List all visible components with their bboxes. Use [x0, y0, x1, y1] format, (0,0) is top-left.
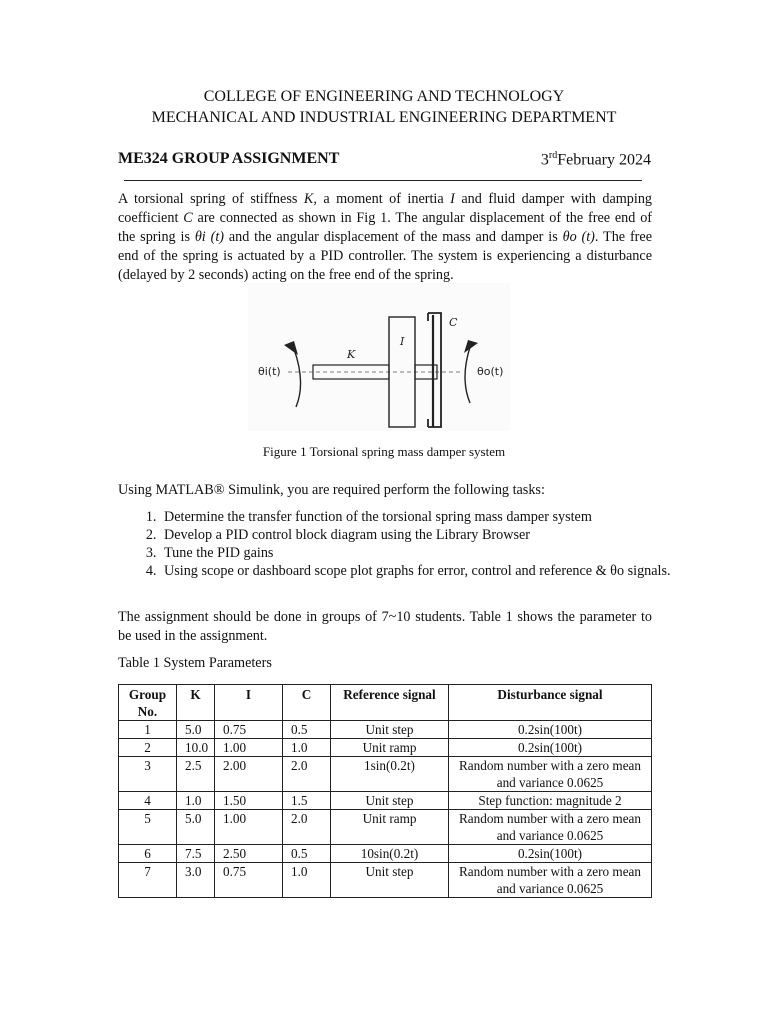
cell: 1.0 — [283, 863, 331, 898]
torsional-system-figure — [248, 283, 510, 431]
groups-note: The assignment should be done in groups of 7~10 students. Table 1 shows the parameter to be used in the assignment. — [118, 609, 652, 644]
intro-paragraph: A torsional spring of stiffness K, a moment of inertia I and fluid damper with damping coefficient C are connected as shown in Fig 1. The angular displacement of the free end of the spring is θi (t) and the angular displacement of the mass and damper is θo (t). The free end of the spring is actuated by a PID controller. The system is experiencing a disturbance (delayed by 2 seconds) acting on the free end of the spring. — [118, 191, 653, 283]
cell: 2.5 — [177, 757, 215, 792]
assignment-date: 3rdFebruary 2024 — [540, 150, 651, 169]
cell: Random number with a zero mean and variance 0.0625 — [449, 863, 652, 898]
cell: 0.2sin(100t) — [449, 739, 652, 757]
figure-caption: Figure 1 Torsional spring mass damper system — [262, 444, 506, 459]
cell: 1 — [119, 721, 177, 739]
course-title: ME324 GROUP ASSIGNMENT — [118, 150, 340, 167]
cell: 3.0 — [177, 863, 215, 898]
header-i: I — [215, 685, 283, 721]
label-c: C — [449, 316, 458, 329]
table-row — [119, 721, 652, 739]
cell: 2.50 — [215, 845, 283, 863]
cell: 1.0 — [283, 739, 331, 757]
cell: 2.00 — [215, 757, 283, 792]
cell: 1.50 — [215, 792, 283, 810]
cell: 1.0 — [177, 792, 215, 810]
cell: 0.5 — [283, 845, 331, 863]
header-disturbance: Disturbance signal — [449, 685, 652, 721]
cell: 0.75 — [215, 863, 283, 898]
table-title: Table 1 System Parameters — [118, 655, 272, 671]
task-list — [118, 508, 700, 580]
cell: 2.0 — [283, 757, 331, 792]
cell: 1.00 — [215, 739, 283, 757]
list-item: 3. Tune the PID gains — [160, 544, 700, 562]
table-row — [119, 757, 652, 792]
label-k: K — [347, 348, 356, 361]
table-row — [119, 739, 652, 757]
label-i: I — [400, 335, 405, 348]
cell: 7.5 — [177, 845, 215, 863]
header-c: C — [283, 685, 331, 721]
cell: 0.2sin(100t) — [449, 845, 652, 863]
cell: 3 — [119, 757, 177, 792]
cell: Unit step — [331, 721, 449, 739]
label-theta-i: θi(t) — [258, 365, 281, 378]
system-parameters-table — [118, 684, 652, 898]
list-item: 1. Determine the transfer function of the torsional spring mass damper system — [160, 508, 700, 526]
cell: Unit step — [331, 863, 449, 898]
cell: 1.5 — [283, 792, 331, 810]
cell: Random number with a zero mean and variance 0.0625 — [449, 757, 652, 792]
list-item: 4. Using scope or dashboard scope plot graphs for error, control and reference & θo signals. — [160, 562, 700, 580]
table-row — [119, 863, 652, 898]
table-row — [119, 845, 652, 863]
header-reference: Reference signal — [331, 685, 449, 721]
header-k: K — [177, 685, 215, 721]
figure-background — [248, 283, 510, 431]
cell: 10.0 — [177, 739, 215, 757]
header-group: Group No. — [119, 685, 177, 721]
cell: 0.2sin(100t) — [449, 721, 652, 739]
cell: Unit ramp — [331, 810, 449, 845]
header-divider — [124, 180, 642, 181]
cell: 1sin(0.2t) — [331, 757, 449, 792]
cell: Step function: magnitude 2 — [449, 792, 652, 810]
cell: 10sin(0.2t) — [331, 845, 449, 863]
cell: 4 — [119, 792, 177, 810]
cell: 2.0 — [283, 810, 331, 845]
table-row — [119, 792, 652, 810]
cell: 7 — [119, 863, 177, 898]
cell: 5.0 — [177, 721, 215, 739]
cell: Unit step — [331, 792, 449, 810]
cell: 5.0 — [177, 810, 215, 845]
cell: 1.00 — [215, 810, 283, 845]
tasks-intro: Using MATLAB® Simulink, you are required perform the following tasks: — [118, 482, 545, 498]
cell: Random number with a zero mean and variance 0.0625 — [449, 810, 652, 845]
list-item: 2. Develop a PID control block diagram using the Library Browser — [160, 526, 700, 544]
cell: 2 — [119, 739, 177, 757]
cell: 6 — [119, 845, 177, 863]
cell: 5 — [119, 810, 177, 845]
table-row — [119, 810, 652, 845]
cell: 0.75 — [215, 721, 283, 739]
table-header-row — [119, 685, 652, 721]
cell: Unit ramp — [331, 739, 449, 757]
cell: 0.5 — [283, 721, 331, 739]
department-heading: MECHANICAL AND INDUSTRIAL ENGINEERING DEPARTMENT — [151, 109, 617, 126]
label-theta-o: θo(t) — [477, 365, 504, 378]
college-heading: COLLEGE OF ENGINEERING AND TECHNOLOGY — [203, 88, 565, 105]
